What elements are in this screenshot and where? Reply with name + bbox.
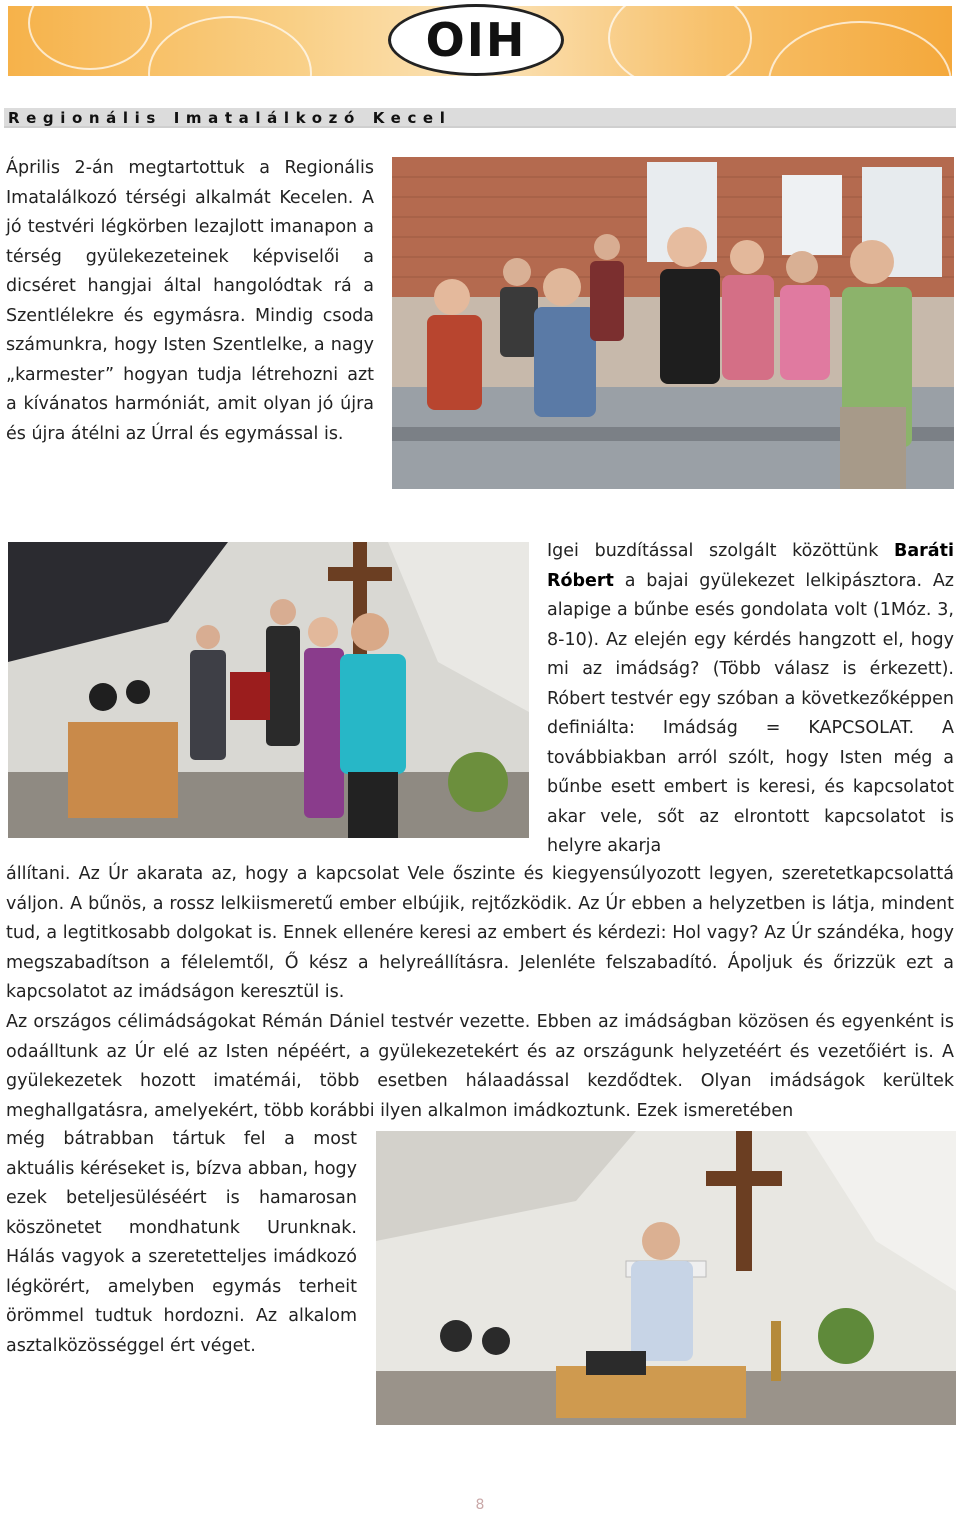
oih-logo xyxy=(388,4,564,76)
congregation-photo xyxy=(392,157,954,489)
logo-text: OIH xyxy=(425,13,527,67)
prayer-paragraph: Az országos célimádságokat Rémán Dániel testvér vezette. Ebben az imádságban közösen és egyenként is odaálltunk az Úr elé az Isten népéért, a gyülekezetekért és az országunk helyzetéért és vezetőiért is. A gyülekezetek hozott imatémái, több esetben hálaadással kezdődtek. Olyan imádságok kerültek meghallgatásra, amelyekért, több korábbi ilyen alkalmon imádkoztunk. Ezek ismeretében xyxy=(6,1012,954,1121)
intro-paragraph: Április 2-án megtartottuk a Regionális Imatalálkozó térségi alkalmát Kecelen. A jó testvéri légkörben lezajlott imanapon a térség gyülekezeteinek képviselői a dicséret hangjai által hangolódtak rá a Szentlélekre és egymásra. Mindig csoda számunkra, hogy Isten Szentlelke, a nagy „karmester” hogyan tudja létrehozni azt a kívánatos harmóniát, amit olyan jó újra és újra átélni az Úrral és egymással is. xyxy=(6,158,374,444)
preacher-photo xyxy=(376,1131,956,1425)
sermon-paragraph xyxy=(547,537,954,862)
section-title: Regionális Imatalálkozó Kecel xyxy=(4,108,956,128)
decorative-swirl xyxy=(768,21,952,76)
speaker-name: Baráti Róbert xyxy=(547,541,954,591)
closing-paragraph: még bátrabban tártuk fel a most aktuális kéréseket is, bízva abban, hogy ezek beteljesüléséért is hamarosan köszönetet mondhatunk Urunknak. Hálás vagyok a szeretetteljes imádkozó légkörért, amelyben egymás terheit örömmel tudtuk hordozni. Az alkalom asztalközösséggel ért véget. xyxy=(6,1129,357,1356)
preacher-photo-art xyxy=(376,1131,956,1425)
page-number: 8 xyxy=(475,1497,485,1513)
congregation-photo-art xyxy=(392,157,954,489)
worship-band-photo xyxy=(8,542,529,838)
decorative-swirl xyxy=(28,6,152,70)
worship-band-photo-art xyxy=(8,542,529,838)
decorative-swirl xyxy=(148,16,312,76)
decorative-swirl xyxy=(608,6,752,76)
sermon-continuation-paragraph: állítani. Az Úr akarata az, hogy a kapcsolat Vele őszinte és kiegyensúlyozott legyen, szeretetkapcsolattá váljon. A bűnös, a rossz lelkiismeretű ember elbújik, rejtőzködik. Az Úr ebben a helyzetben is látja, mindent tud, a legtitkosabb dolgokat is. Ennek ellenére keresi az embert és kérdezi: Hol vagy? Az Úr szándéka, hogy megszabadítson a félelemtől, Ő kész a helyreállításra. Jelenléte felszabadító. Ápoljuk és őrizzük ezt a kapcsolatot az imádságon keresztül is. xyxy=(6,864,954,1002)
sermon-text-b: a bajai gyülekezet lelkipásztora. Az alapige a bűnbe esés gondolata volt (1Móz. 3, 8-10). Az elején egy kérdés hangzott el, hogy mi az imádság? (Több válasz is érkezett). Róbert testvér egy szóban a következőképpen definiálta: Imádság = KAPCSOLAT. A továbbiakban arról szólt, hogy Isten még a bűnbe esett embert is keresi, és kapcsolatot akar vele, sőt az elrontott kapcsolatot is helyre akarja xyxy=(547,570,954,856)
sermon-text-a: Igei buzdítással szolgált közöttünk xyxy=(547,541,879,561)
